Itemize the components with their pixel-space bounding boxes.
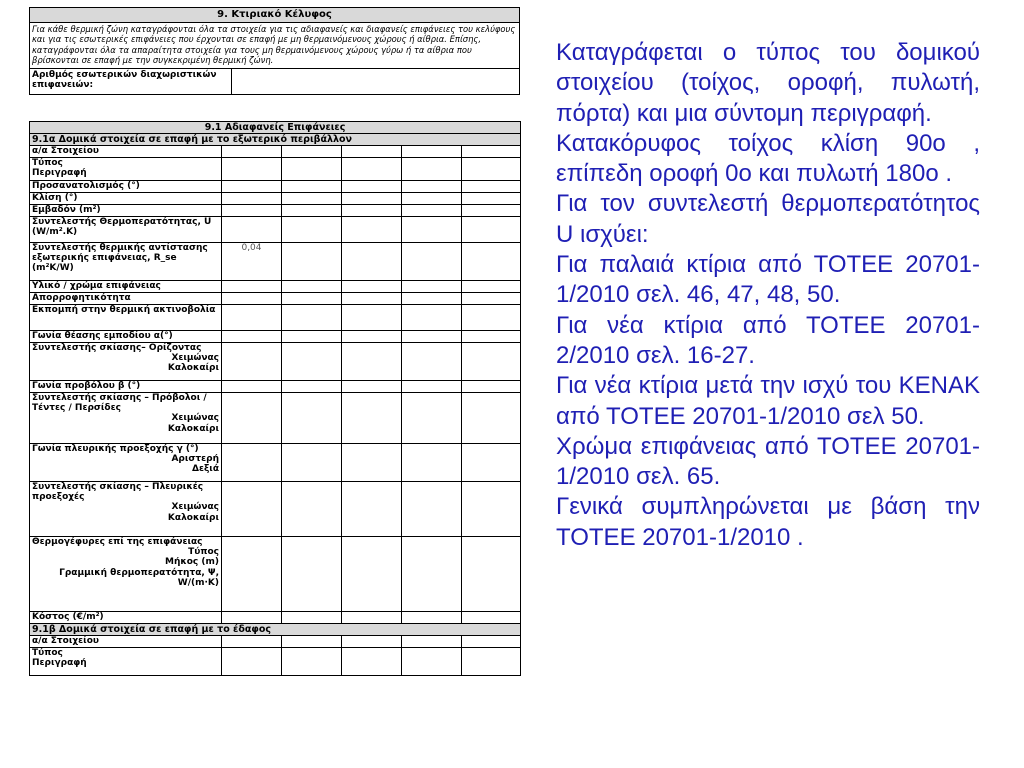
input-cell[interactable] (342, 293, 402, 305)
row-label: Συντελεστής θερμικής αντίστασης εξωτερικής επιφάνειας, R_se (m²K/W) (30, 243, 222, 281)
input-cell[interactable] (402, 193, 462, 205)
row-label (30, 158, 222, 181)
input-cell[interactable] (462, 205, 521, 217)
input-cell[interactable] (402, 181, 462, 193)
input-cell[interactable] (462, 193, 521, 205)
input-cell[interactable] (462, 217, 521, 243)
input-cell[interactable] (342, 305, 402, 331)
input-cell[interactable] (462, 305, 521, 331)
rse-value[interactable]: 0,04 (222, 243, 282, 281)
input-cell[interactable] (222, 537, 282, 612)
section-title: 9. Κτιριακό Κέλυφος (30, 8, 519, 23)
input-cell[interactable] (402, 648, 462, 676)
input-cell[interactable] (462, 537, 521, 612)
input-cell[interactable] (342, 181, 402, 193)
input-cell[interactable] (342, 393, 402, 444)
input-cell[interactable] (222, 648, 282, 676)
input-cell[interactable] (342, 281, 402, 293)
tb-type-label: Τύπος (188, 547, 219, 558)
input-cell[interactable] (402, 331, 462, 343)
input-cell[interactable] (342, 193, 402, 205)
row-label: α/α Στοιχείου (30, 636, 222, 648)
input-cell[interactable] (282, 217, 342, 243)
tb-length-label: Μήκος (m) (164, 557, 219, 568)
explanation-paragraph: Χρώμα επιφάνειας από ΤΟΤΕΕ 20701-1/2010 σελ. 65. (556, 432, 980, 491)
summer-label: Καλοκαίρι (167, 363, 219, 374)
input-cell[interactable] (282, 243, 342, 281)
table-row (30, 181, 521, 193)
input-cell[interactable] (342, 648, 402, 676)
input-cell[interactable] (462, 293, 521, 305)
table-row (30, 293, 521, 305)
input-cell[interactable] (342, 217, 402, 243)
side-fin-angle-label: Γωνία πλευρικής προεξοχής γ (°) (32, 444, 199, 454)
right-label: Δεξιά (192, 464, 219, 475)
input-cell[interactable] (222, 293, 282, 305)
explanation-paragraph: Γενικά συμπληρώνεται με βάση την ΤΟΤΕΕ 20701-1/2010 . (556, 493, 980, 551)
row-label: Εμβαδόν (m²) (30, 205, 222, 217)
input-cell[interactable] (222, 205, 282, 217)
explanation-paragraph: Για νέα κτίρια μετά την ισχύ του ΚΕΝΑΚ από ΤΟΤΕΕ 20701-1/2010 σελ 50. (556, 372, 980, 430)
input-cell[interactable] (282, 146, 342, 158)
input-cell[interactable] (342, 158, 402, 181)
row-label-type: Τύπος (32, 648, 63, 658)
input-cell[interactable] (282, 393, 342, 444)
input-cell[interactable] (342, 537, 402, 612)
table-row (30, 648, 521, 676)
tb-psi-label: Γραμμική θερμοπερατότητα, Ψ, W/(m·K) (59, 567, 219, 588)
input-cell[interactable] (222, 343, 282, 381)
input-cell[interactable] (462, 146, 521, 158)
building-envelope-section (29, 7, 520, 95)
input-cell[interactable] (342, 482, 402, 537)
input-cell[interactable] (462, 381, 521, 393)
input-cell[interactable] (462, 343, 521, 381)
input-cell[interactable] (462, 648, 521, 676)
input-cell[interactable] (222, 381, 282, 393)
shading-overhang-label: Συντελεστής σκίασης – Πρόβολοι / Τέντες / Περσίδες (32, 393, 207, 414)
internal-surfaces-label: Αριθμός εσωτερικών διαχωριστικών επιφανειών: (30, 69, 232, 94)
row-label (30, 537, 222, 612)
opaque-surfaces-table-wrap (29, 121, 520, 676)
input-cell[interactable] (402, 636, 462, 648)
row-label: Υλικό / χρώμα επιφάνειας (30, 281, 222, 293)
row-label: Γωνία προβόλου β (°) (30, 381, 222, 393)
table-row (30, 146, 521, 158)
row-label: Κόστος (€/m²) (30, 612, 222, 624)
input-cell[interactable] (222, 158, 282, 181)
row-label-description: Περιγραφή (32, 658, 87, 669)
input-cell[interactable] (402, 444, 462, 482)
explanation-paragraph: Για παλαιά κτίρια από ΤΟΤΕΕ 20701-1/2010 σελ. 46, 47, 48, 50. (556, 251, 980, 309)
row-label: Συντελεστής Θερμοπερατότητας, U (W/m².K) (30, 217, 222, 243)
internal-surfaces-value[interactable] (232, 69, 519, 94)
input-cell[interactable] (402, 393, 462, 444)
table-row (30, 381, 521, 393)
row-label: α/α Στοιχείου (30, 146, 222, 158)
input-cell[interactable] (222, 444, 282, 482)
input-cell[interactable] (222, 331, 282, 343)
input-cell[interactable] (462, 281, 521, 293)
input-cell[interactable] (462, 181, 521, 193)
winter-label: Χειμώνας (171, 413, 219, 424)
input-cell[interactable] (222, 217, 282, 243)
row-label (30, 393, 222, 444)
row-label: Προσανατολισμός (°) (30, 181, 222, 193)
input-cell[interactable] (402, 205, 462, 217)
input-cell[interactable] (222, 146, 282, 158)
input-cell[interactable] (222, 636, 282, 648)
input-cell[interactable] (462, 158, 521, 181)
input-cell[interactable] (282, 343, 342, 381)
input-cell[interactable] (222, 305, 282, 331)
table-row (30, 331, 521, 343)
explanation-paragraph: Για νέα κτίρια από ΤΟΤΕΕ 20701-2/2010 σελ. 16-27. (556, 311, 980, 369)
row-label (30, 444, 222, 482)
left-label: Αριστερή (171, 454, 219, 465)
section-description: Για κάθε θερμική ζώνη καταγράφονται όλα τα στοιχεία για τις αδιαφανείς και διαφανείς επιφάνειες του κελύφους και για τις εσωτερικές επιφάνειες που έρχονται σε επαφή με μη θερμαινόμενους χώρους ή αίθρια. Επίσης, καταγράφονται όλα τα απαραίτητα στοιχεία για τους μη θερμαινόμενους χώρους γύρω ή τα αίθρια που βρίσκονται σε επαφή με την συγκεκριμένη θερμική ζώνη. (30, 23, 519, 69)
input-cell[interactable] (282, 444, 342, 482)
table-row (30, 444, 521, 482)
input-cell[interactable] (282, 537, 342, 612)
table-row (30, 281, 521, 293)
input-cell[interactable] (402, 343, 462, 381)
input-cell[interactable] (282, 612, 342, 624)
input-cell[interactable] (282, 281, 342, 293)
shading-side-label: Συντελεστής σκίασης – Πλευρικές προεξοχές (32, 482, 204, 503)
input-cell[interactable] (342, 636, 402, 648)
table-row (30, 393, 521, 444)
input-cell[interactable] (462, 636, 521, 648)
table-row (30, 193, 521, 205)
input-cell[interactable] (222, 482, 282, 537)
row-label-description: Περιγραφή (32, 168, 87, 179)
table-row (30, 612, 521, 624)
table-title: 9.1 Αδιαφανείς Επιφάνειες (30, 122, 521, 134)
input-cell[interactable] (282, 331, 342, 343)
row-label (30, 648, 222, 676)
input-cell[interactable] (402, 146, 462, 158)
input-cell[interactable] (462, 243, 521, 281)
input-cell[interactable] (462, 393, 521, 444)
input-cell[interactable] (222, 393, 282, 444)
thermal-bridges-label: Θερμογέφυρες επί της επιφάνειας (32, 537, 203, 547)
input-cell[interactable] (282, 193, 342, 205)
input-cell[interactable] (342, 146, 402, 158)
row-label-type: Τύπος (32, 158, 63, 168)
input-cell[interactable] (402, 217, 462, 243)
shading-horizon-label: Συντελεστής σκίασης– Ορίζοντας (32, 343, 202, 353)
input-cell[interactable] (342, 331, 402, 343)
summer-label: Καλοκαίρι (167, 512, 219, 523)
input-cell[interactable] (462, 612, 521, 624)
input-cell[interactable] (402, 381, 462, 393)
winter-label: Χειμώνας (171, 353, 219, 364)
table-row (30, 158, 521, 181)
input-cell[interactable] (282, 158, 342, 181)
input-cell[interactable] (342, 205, 402, 217)
input-cell[interactable] (402, 158, 462, 181)
explanation-paragraph: Για τον συντελεστή θερμοπερατότητος U ισχύει: (556, 190, 980, 248)
input-cell[interactable] (462, 482, 521, 537)
row-label: Απορροφητικότητα (30, 293, 222, 305)
explanation-text (556, 38, 980, 553)
input-cell[interactable] (282, 205, 342, 217)
input-cell[interactable] (462, 444, 521, 482)
table-row (30, 205, 521, 217)
row-label: Εκπομπή στην θερμική ακτινοβολία (30, 305, 222, 331)
input-cell[interactable] (402, 482, 462, 537)
row-label: Κλίση (°) (30, 193, 222, 205)
input-cell[interactable] (222, 193, 282, 205)
table-row (30, 243, 521, 281)
input-cell[interactable] (402, 537, 462, 612)
row-label (30, 343, 222, 381)
input-cell[interactable] (282, 181, 342, 193)
row-label (30, 482, 222, 537)
input-cell[interactable] (342, 612, 402, 624)
input-cell[interactable] (402, 293, 462, 305)
input-cell[interactable] (342, 444, 402, 482)
input-cell[interactable] (282, 636, 342, 648)
input-cell[interactable] (282, 648, 342, 676)
summer-label: Καλοκαίρι (167, 423, 219, 434)
explanation-paragraph: Καταγράφεται ο τύπος του δομικού στοιχείου (τοίχος, οροφή, πυλωτή, πόρτα) και μια σύντομη περιγραφή. (556, 39, 980, 127)
input-cell[interactable] (402, 612, 462, 624)
input-cell[interactable] (282, 381, 342, 393)
row-label: Γωνία θέασης εμποδίου α(°) (30, 331, 222, 343)
section-a-header: 9.1α Δομικά στοιχεία σε επαφή με το εξωτερικό περιβάλλον (30, 134, 521, 146)
input-cell[interactable] (342, 381, 402, 393)
input-cell[interactable] (402, 305, 462, 331)
input-cell[interactable] (282, 482, 342, 537)
table-row (30, 537, 521, 612)
input-cell[interactable] (462, 331, 521, 343)
input-cell[interactable] (222, 181, 282, 193)
opaque-surfaces-table (29, 121, 521, 676)
table-row (30, 305, 521, 331)
input-cell[interactable] (222, 281, 282, 293)
table-row (30, 636, 521, 648)
input-cell[interactable] (282, 293, 342, 305)
section-b-header: 9.1β Δομικά στοιχεία σε επαφή με το έδαφος (30, 624, 521, 636)
input-cell[interactable] (402, 243, 462, 281)
input-cell[interactable] (402, 281, 462, 293)
winter-label: Χειμώνας (171, 502, 219, 513)
internal-surfaces-row (30, 69, 519, 94)
explanation-paragraph: Κατακόρυφος τοίχος κλίση 90ο , επίπεδη οροφή 0ο και πυλωτή 180ο . (556, 129, 980, 188)
input-cell[interactable] (342, 343, 402, 381)
input-cell[interactable] (342, 243, 402, 281)
input-cell[interactable] (222, 612, 282, 624)
table-row (30, 343, 521, 381)
table-row (30, 217, 521, 243)
input-cell[interactable] (282, 305, 342, 331)
table-row (30, 482, 521, 537)
